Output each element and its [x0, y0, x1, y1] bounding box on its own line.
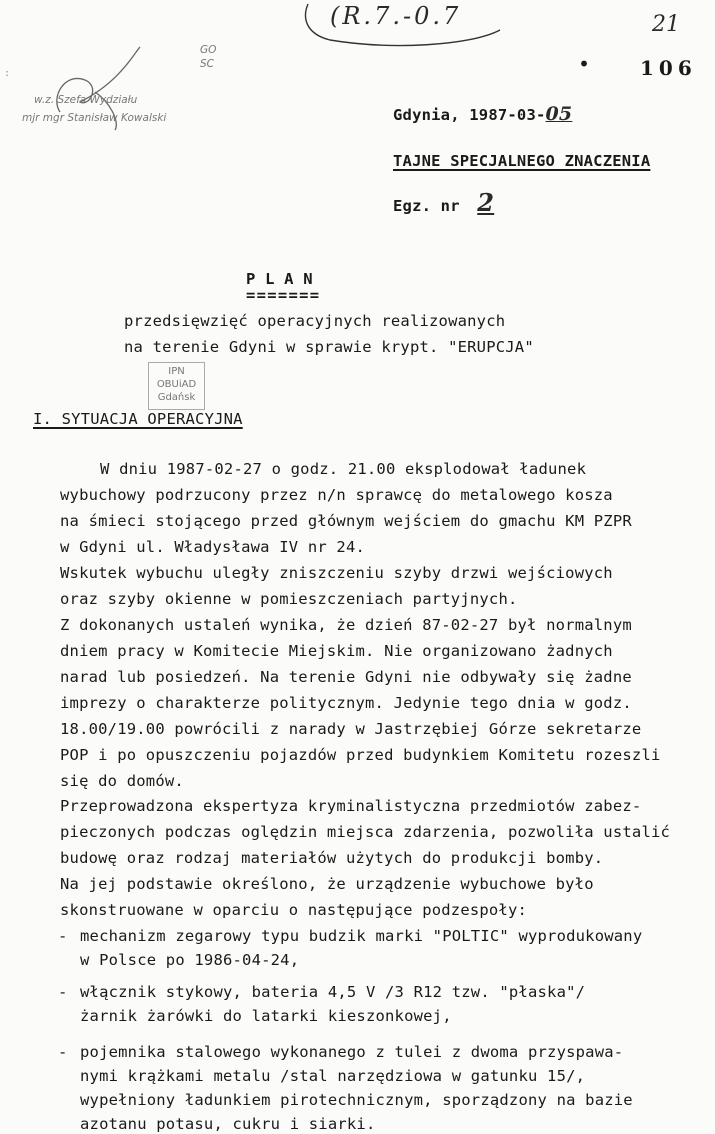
bullet-line: włącznik stykowy, bateria 4,5 V /3 R12 tzw. "płaska"/ [80, 983, 586, 1001]
section-heading: I. SYTUACJA OPERACYJNA [33, 410, 243, 428]
bullet-line: wypełniony ładunkiem pirotechnicznym, sporządzony na bazie [80, 1091, 633, 1109]
ipn-stamp-line-2: OBUiAD [156, 379, 197, 390]
handwritten-reference: (R.7.-0.7 [330, 2, 462, 30]
plan-heading: P L A N [246, 270, 313, 288]
stamp-title: w.z. Szefa Wydziału [34, 94, 138, 106]
body-line: dniem pracy w Komitecie Miejskim. Nie organizowano żadnych [60, 642, 613, 660]
body-line: na śmieci stojącego przed głównym wejściem do gmachu KM PZPR [60, 512, 632, 530]
body-line: 18.00/19.00 powrócili z narady w Jastrzębiej Górze sekretarze [60, 720, 642, 738]
page-number: 106 [640, 56, 697, 80]
left-edge-mark: : [4, 68, 11, 79]
body-line: Przeprowadzona ekspertyza kryminalistyczna przedmiotów zabez- [60, 797, 642, 815]
body-line: oraz szyby okienne w pomieszczeniach partyjnych. [60, 590, 518, 608]
ipn-archive-stamp [148, 362, 205, 410]
title-line-1: przedsięwzięć operacyjnych realizowanych [124, 312, 506, 330]
place-date [393, 103, 572, 125]
bullet-line: w Polsce po 1986-04-24, [80, 951, 300, 969]
copy-number [393, 188, 494, 217]
bullet-dash: - [58, 983, 68, 1001]
page-number-dot: • [578, 52, 591, 76]
body-line: Z dokonanych ustaleń wynika, że dzień 87-02-27 był normalnym [60, 616, 632, 634]
body-line: pieczonych podczas oględzin miejsca zdarzenia, pozwoliła ustalić [60, 823, 671, 841]
plan-heading-underline: ======= [246, 286, 321, 304]
bullet-line: nymi krążkami metalu /stal narzędziowa w gatunku 15/, [80, 1067, 586, 1085]
body-line: budowę oraz rodzaj materiałów użytych do produkcji bomby. [60, 849, 604, 867]
bullet-dash: - [58, 1043, 68, 1061]
body-line: Wskutek wybuchu uległy zniszczeniu szyby drzwi wejściowych [60, 564, 613, 582]
title-line-2: na terenie Gdyni w sprawie krypt. "ERUPCJA" [124, 338, 534, 356]
classification: TAJNE SPECJALNEGO ZNACZENIA [393, 152, 651, 170]
bullet-line: mechanizm zegarowy typu budzik marki "POLTIC" wyprodukowany [80, 927, 643, 945]
stamp-code-1: GO [200, 44, 217, 56]
date-day-handwritten: 05 [545, 103, 573, 125]
ipn-stamp-line-1: IPN [168, 366, 185, 377]
bullet-line: pojemnika stalowego wykonanego z tulei z dwoma przyspawa- [80, 1043, 624, 1061]
corner-number: 21 [652, 12, 680, 37]
body-line: w Gdyni ul. Władysława IV nr 24. [60, 538, 366, 556]
body-line: skonstruowane w oparciu o następujące podzespoły: [60, 901, 528, 919]
bullet-line: żarnik żarówki do latarki kieszonkowej, [80, 1007, 452, 1025]
body-line: POP i po opuszczeniu pojazdów przed budynkiem Komitetu rozeszli [60, 746, 661, 764]
body-line: narad lub posiedzeń. Na terenie Gdyni nie odbywały się żadne [60, 668, 632, 686]
body-line: wybuchowy podrzucony przez n/n sprawcę do metalowego kosza [60, 486, 613, 504]
stamp-code-2: SC [200, 58, 214, 70]
stamp-signatory: mjr mgr Stanisław Kowalski [22, 112, 167, 124]
body-line: imprezy o charakterze politycznym. Jedynie tego dnia w godz. [60, 694, 632, 712]
copy-number-handwritten: 2 [477, 188, 495, 217]
bullet-line: azotanu potasu, cukru i siarki. [80, 1115, 376, 1133]
body-line: W dniu 1987-02-27 o godz. 21.00 eksplodował ładunek [100, 460, 587, 478]
ipn-stamp-line-3: Gdańsk [157, 392, 196, 403]
copy-label: Egz. nr [393, 197, 460, 215]
body-line: Na jej podstawie określono, że urządzenie wybuchowe było [60, 875, 594, 893]
body-line: się do domów. [60, 772, 184, 790]
bullet-dash: - [58, 927, 68, 945]
place-date-text: Gdynia, 1987-03- [393, 106, 546, 124]
